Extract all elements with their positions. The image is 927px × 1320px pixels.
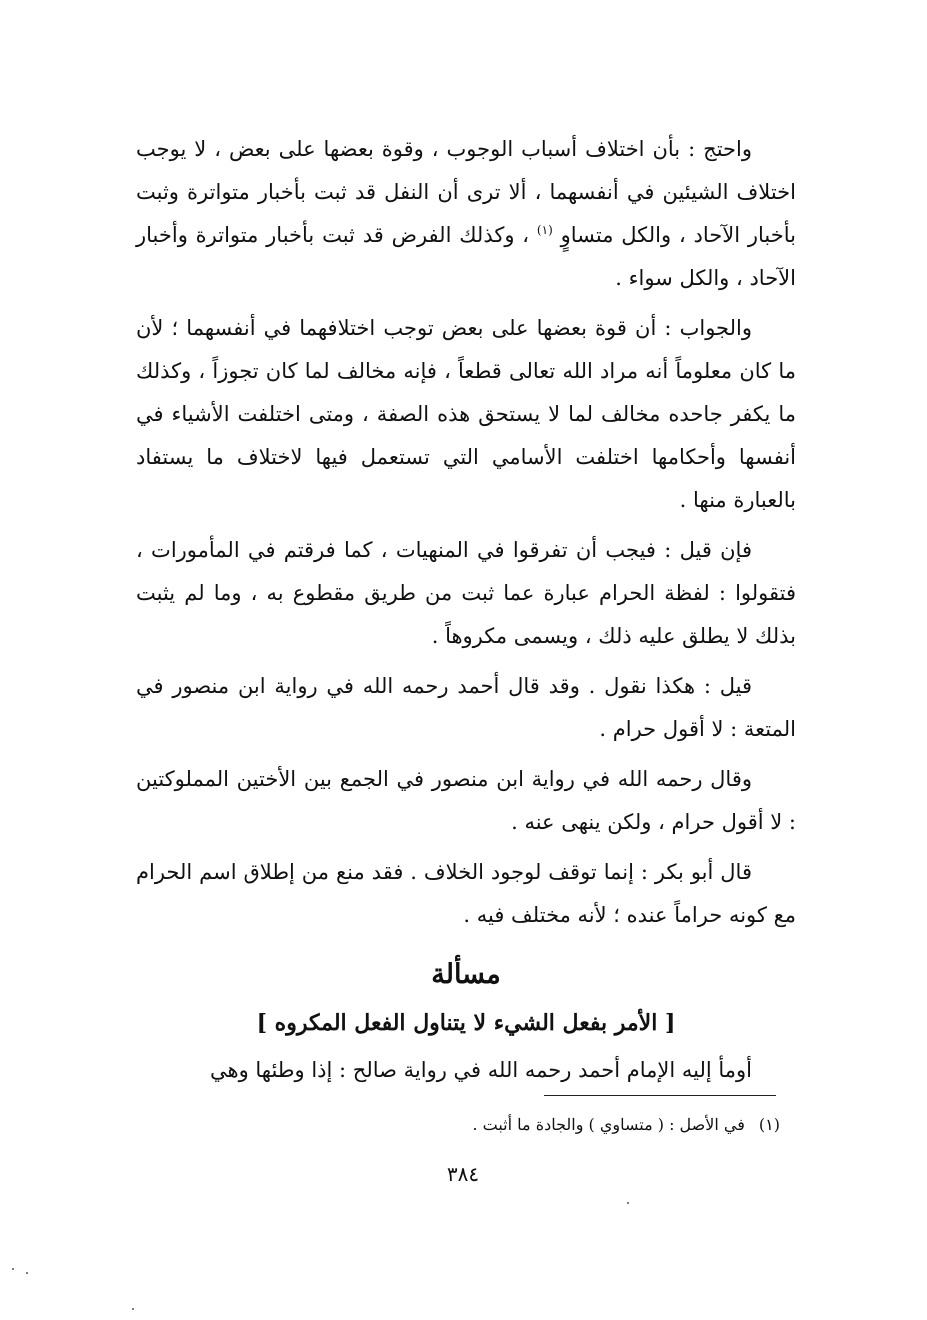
page-number: ٣٨٤ <box>446 1162 480 1186</box>
section-opening-line: أومأ إليه الإمام أحمد رحمه الله في رواية صالح : إذا وطئها وهي <box>210 1058 752 1082</box>
paragraph-objection: فإن قيل : فيجب أن تفرقوا في المنهيات ، كما فرقتم في المأمورات ، فتقولوا : لفظة الحرام عبارة عما ثبت من طريق مقطوع به ، وما لم يثبت بذلك لا يطلق عليه ذلك ، ويسمى مكروهاً . <box>136 538 796 648</box>
scan-speck <box>132 1308 134 1310</box>
scan-speck <box>12 1268 14 1270</box>
footnote-text: في الأصل : ( متساوي ) والجادة ما أثبت . <box>472 1115 745 1134</box>
footnote-number: (١) <box>758 1115 780 1134</box>
scan-speck <box>627 1202 629 1204</box>
section-title: مسألة <box>431 959 501 990</box>
main-text-block <box>136 128 796 1099</box>
paragraph-abu-bakr: قال أبو بكر : إنما توقف لوجود الخلاف . فقد منع من إطلاق اسم الحرام مع كونه حراماً عنده ؛ لأنه مختلف فيه . <box>136 860 796 927</box>
footnote-reference: (١) <box>536 223 553 237</box>
paragraph-argument-text: واحتج : بأن اختلاف أسباب الوجوب ، وقوة بعضها على بعض ، لا يوجب اختلاف الشيئين في أنفسهما ، ألا ترى أن النفل قد ثبت بأخبار متواترة وثبت بأخبار الآحاد ، والكل متساوٍ <box>136 137 796 247</box>
footnote-divider <box>544 1095 776 1096</box>
paragraph-narration: وقال رحمه الله في رواية ابن منصور في الجمع بين الأختين المملوكتين : لا أقول حرام ، ولكن ينهى عنه . <box>136 767 796 834</box>
paragraph-answer: والجواب : أن قوة بعضها على بعض توجب اختلافهما في أنفسهما ؛ لأن ما كان معلوماً أنه مراد الله تعالى قطعاً ، فإنه مخالف لما كان تجوزاً ، وكذلك ما يكفر جاحده مخالف لما لا يستحق هذه الصفة ، ومتى اختلفت الأشياء في أنفسها وأحكامها اختلفت الأسامي التي تستعمل فيها لاختلاف ما يستفاد بالعبارة منها . <box>136 316 796 512</box>
paragraph-argument <box>136 128 796 300</box>
footnote <box>136 1112 780 1138</box>
paragraph-argument-continuation: ، وكذلك الفرض قد ثبت بأخبار متواترة وأخبار الآحاد ، والكل سواء . <box>136 223 796 290</box>
section-subtitle: [ الأمر بفعل الشيء لا يتناول الفعل المكروه ] <box>256 1010 676 1036</box>
paragraph-reply: قيل : هكذا نقول . وقد قال أحمد رحمه الله في رواية ابن منصور في المتعة : لا أقول حرام . <box>136 674 796 741</box>
scan-speck <box>26 1272 28 1274</box>
